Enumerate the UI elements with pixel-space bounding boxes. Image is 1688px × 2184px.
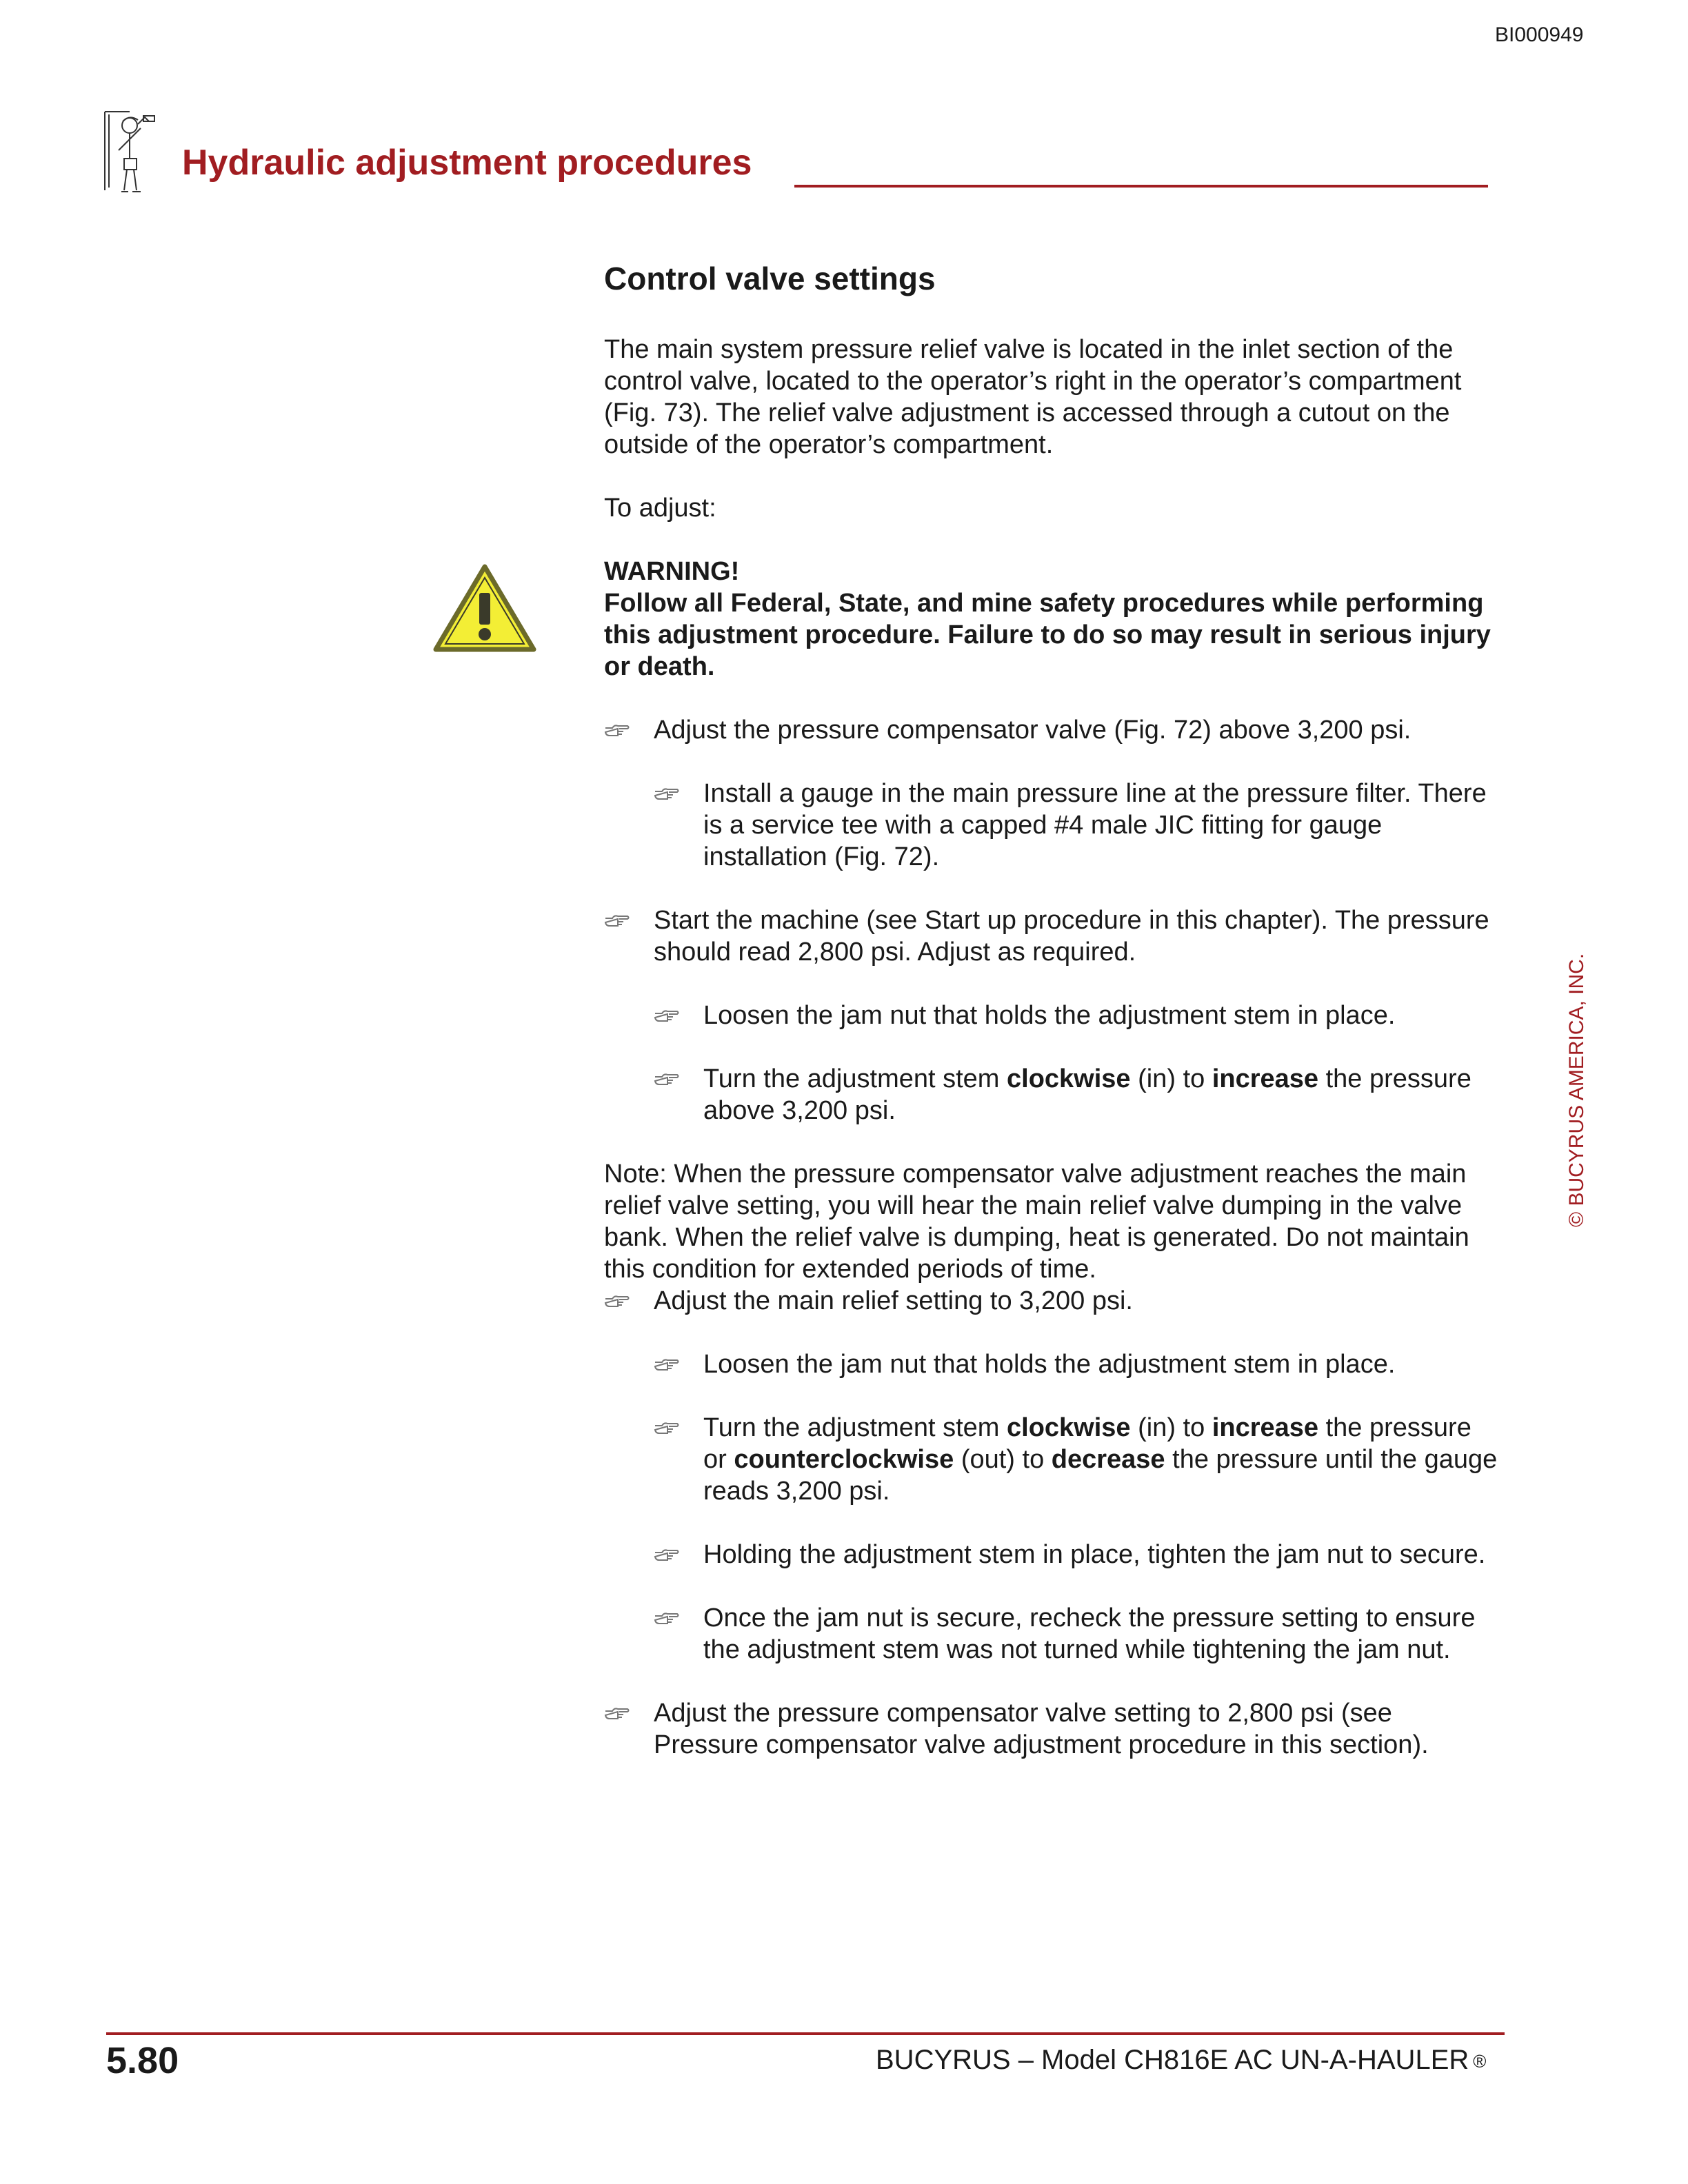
substep-item [654,778,1500,873]
text-run: the pressure until the gauge reads 3,200 psi. [703,1445,1498,1506]
step-text: Adjust the pressure compensator valve setting to 2,800 psi (see Pressure compensator valve adjustment procedure in this section). [654,1699,1429,1759]
pointing-hand-icon [654,1610,680,1626]
warning-label: WARNING! [604,557,740,586]
text-run: the pressure or [703,1413,1471,1474]
mechanic-with-wrench-icon [99,108,159,197]
pointing-hand-icon [604,1706,630,1721]
warning-text: Follow all Federal, State, and mine safety procedures while performing this adjustment procedure. Failure to do so may result in serious injury or death. [604,589,1491,681]
substep-item [654,1602,1500,1666]
substep-item [654,1412,1500,1507]
registered-mark: ® [1473,2050,1487,2072]
intro-paragraph: The main system pressure relief valve is located in the inlet section of the control valve, located to the operator’s right in the operator’s compartment (Fig. 73). The relief valve adjustment is accessed through a cutout on the outside of the operator’s compartment. [604,335,1462,459]
text-run: (out) to [954,1445,1052,1474]
subsection-title: Control valve settings [604,261,936,296]
main-content [604,258,1500,1792]
bold-increase: increase [1212,1064,1319,1093]
copyright-notice: © BUCYRUS AMERICA, INC. [1565,953,1588,1227]
text-run: the pressure above 3,200 psi. [703,1064,1471,1125]
substep-item [654,1063,1500,1126]
substep-text: Loosen the jam nut that holds the adjustment stem in place. [703,1350,1396,1379]
step-item [604,1697,1500,1761]
text-run: (in) to [1130,1413,1212,1442]
substep-text: Install a gauge in the main pressure line at the pressure filter. There is a service tee with a capped #4 male JIC fitting for gauge installation (Fig. 72). [703,779,1487,871]
pointing-hand-icon [604,1293,630,1308]
footer-model [876,2045,1486,2076]
substep-item [654,1348,1500,1380]
step-item [604,1285,1500,1317]
pointing-hand-icon [654,1071,680,1086]
pointing-hand-icon [654,1420,680,1435]
footer-model-text: BUCYRUS – Model CH816E AC UN-A-HAULER [876,2045,1469,2075]
pointing-hand-icon [604,722,630,738]
step-item [604,904,1500,968]
substep-text [703,1412,1500,1507]
bold-clockwise: clockwise [1007,1413,1131,1442]
step-item [604,714,1500,746]
pointing-hand-icon [654,1547,680,1562]
step-text: Start the machine (see Start up procedure in this chapter). The pressure should read 2,800 psi. Adjust as required. [654,906,1489,967]
pointing-hand-icon [604,913,630,928]
to-adjust-label: To adjust: [604,494,716,523]
note-paragraph: Note: When the pressure compensator valve adjustment reaches the main relief valve setting, you will hear the main relief valve dumping in the valve bank. When the relief valve is dumping, heat is generated. Do not maintain this condition for extended periods of time. [604,1160,1469,1284]
pointing-hand-icon [654,1357,680,1372]
substep-text: Loosen the jam nut that holds the adjustment stem in place. [703,1001,1396,1030]
substep-item [654,1539,1500,1570]
substep-text: Once the jam nut is secure, recheck the pressure setting to ensure the adjustment stem was not turned while tightening the jam nut. [703,1604,1476,1664]
bold-counterclockwise: counterclockwise [734,1445,954,1474]
text-run: (in) to [1130,1064,1212,1093]
substep-item [654,1000,1500,1031]
bold-increase: increase [1212,1413,1319,1442]
pointing-hand-icon [654,1008,680,1023]
step-text: Adjust the pressure compensator valve (Fig. 72) above 3,200 psi. [654,716,1411,745]
warning-triangle-icon [432,563,538,654]
pointing-hand-icon [654,786,680,801]
warning-block [604,556,1500,682]
substep-text [703,1063,1500,1126]
section-title: Hydraulic adjustment procedures [182,143,752,183]
page-number: 5.80 [106,2040,179,2081]
bold-clockwise: clockwise [1007,1064,1131,1093]
footer-rule [106,2032,1505,2035]
text-run: Turn the adjustment stem [703,1413,1007,1442]
document-id: BI000949 [1495,23,1584,46]
substep-text: Holding the adjustment stem in place, tighten the jam nut to secure. [703,1540,1486,1569]
title-underline [794,185,1488,188]
text-run: Turn the adjustment stem [703,1064,1007,1093]
bold-decrease: decrease [1051,1445,1165,1474]
step-text: Adjust the main relief setting to 3,200 psi. [654,1286,1133,1315]
